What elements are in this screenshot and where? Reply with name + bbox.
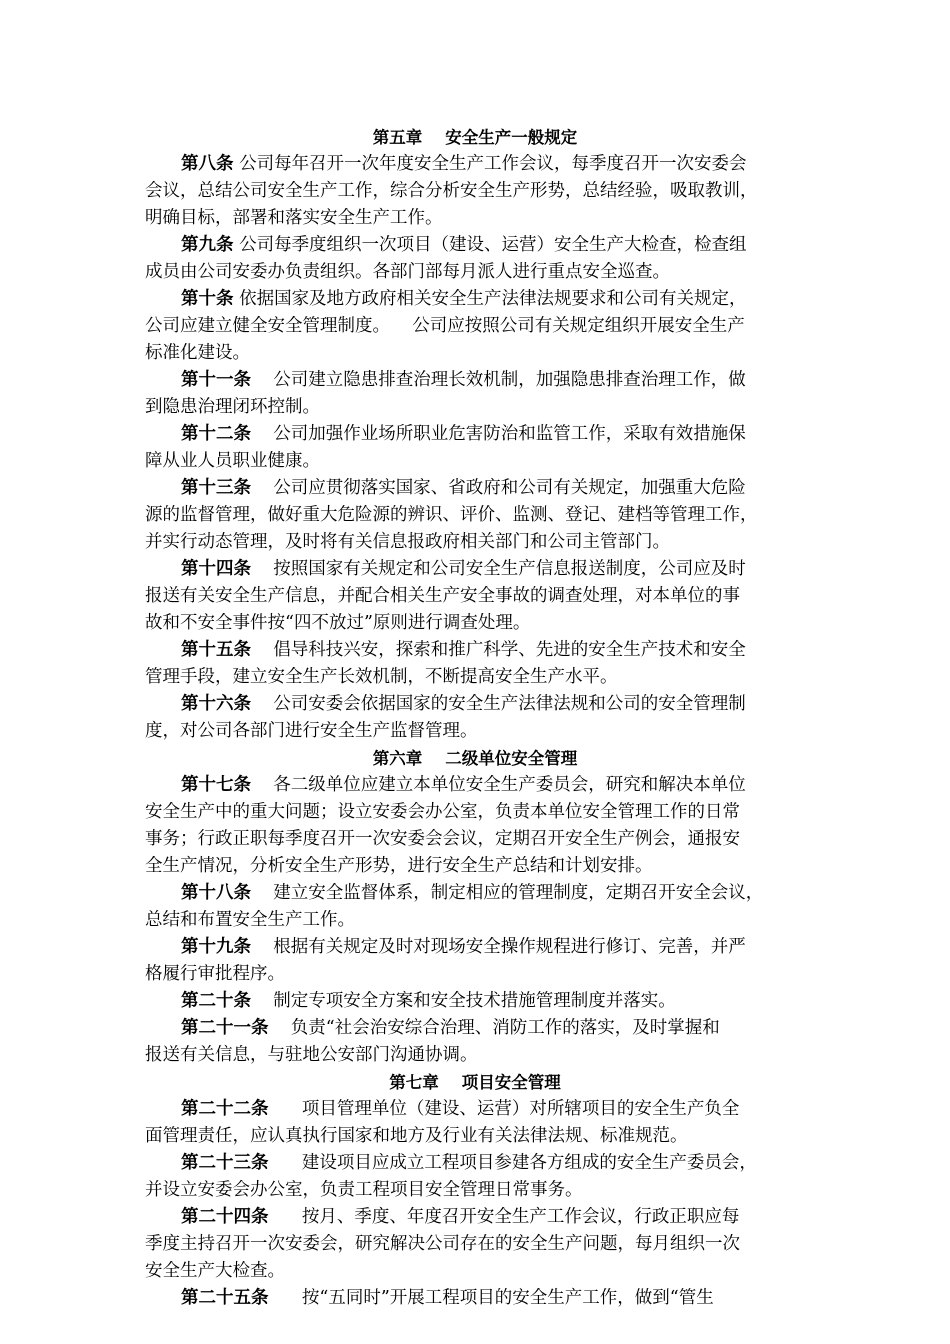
article-text: 会议，总结公司安全生产工作，综合分析安全生产形势，总结经验，吸取教训， <box>145 181 758 201</box>
article-text: 报送有关信息，与驻地公安部门沟通协调。 <box>145 1045 478 1065</box>
article-text: 公司每年召开一次年度安全生产工作会议，每季度召开一次安委会 <box>233 154 747 174</box>
article-text: 季度主持召开一次安委会，研究解决公司存在的安全生产问题，每月组织一次 <box>145 1234 740 1254</box>
article-line <box>145 826 805 853</box>
article-text: 建设项目应成立工程项目参建各方组成的安全生产委员会， <box>268 1153 757 1173</box>
article-number: 第十四条 <box>181 559 251 579</box>
article-line <box>145 1123 805 1150</box>
article-text: 负责“社会治安综合治理、消防工作的落实，及时掌握和 <box>268 1018 720 1038</box>
article-text: 报送有关安全生产信息，并配合相关生产安全事故的调查处理，对本单位的事 <box>145 586 740 606</box>
article-paragraph <box>145 1285 805 1312</box>
article-text: 度，对公司各部门进行安全生产监督管理。 <box>145 721 478 741</box>
article-paragraph <box>145 934 805 988</box>
article-line <box>145 664 805 691</box>
article-number: 第十五条 <box>181 640 251 660</box>
article-line <box>145 1258 805 1285</box>
article-text: 到隐患治理闭环控制。 <box>145 397 320 417</box>
article-number: 第九条 <box>181 235 234 255</box>
article-number: 第二十三条 <box>181 1153 269 1173</box>
article-text: 面管理责任，应认真执行国家和地方及行业有关法律法规、标准规范。 <box>145 1126 688 1146</box>
article-line <box>145 853 805 880</box>
article-text: 按照国家有关规定和公司安全生产信息报送制度，公司应及时 <box>251 559 746 579</box>
article-paragraph <box>145 232 805 286</box>
article-line <box>145 340 805 367</box>
article-paragraph <box>145 1096 805 1150</box>
article-line <box>145 961 805 988</box>
article-number: 第十三条 <box>181 478 251 498</box>
article-text: 公司每季度组织一次项目（建设、运营）安全生产大检查，检查组 <box>233 235 747 255</box>
article-line <box>145 259 805 286</box>
article-line <box>145 502 805 529</box>
article-paragraph <box>145 1150 805 1204</box>
article-text: 并设立安委会办公室，负责工程项目安全管理日常事务。 <box>145 1180 583 1200</box>
article-line <box>145 880 805 907</box>
article-paragraph <box>145 421 805 475</box>
article-line <box>145 1150 805 1177</box>
article-line <box>145 529 805 556</box>
chapter-heading: 第七章 项目安全管理 <box>389 1073 561 1092</box>
article-number: 第十六条 <box>181 694 251 714</box>
article-line <box>145 205 805 232</box>
article-paragraph <box>145 880 805 934</box>
article-number: 第十一条 <box>181 370 251 390</box>
article-paragraph <box>145 556 805 637</box>
article-text: 安全生产中的重大问题；设立安委会办公室，负责本单位安全管理工作的日常 <box>145 802 740 822</box>
article-text: 格履行审批程序。 <box>145 964 285 984</box>
article-line <box>145 637 805 664</box>
article-line <box>145 1015 805 1042</box>
article-text: 事务；行政正职每季度召开一次安委会会议，定期召开安全生产例会，通报安 <box>145 829 740 849</box>
article-line <box>145 1177 805 1204</box>
article-text: 管理手段，建立安全生产长效机制，不断提高安全生产水平。 <box>145 667 618 687</box>
article-line <box>145 1042 805 1069</box>
article-text: 公司安委会依据国家的安全生产法律法规和公司的安全管理制 <box>251 694 746 714</box>
article-line <box>145 718 805 745</box>
article-text: 公司应建立健全安全管理制度。 公司应按照公司有关规定组织开展安全生产 <box>145 316 745 336</box>
article-line <box>145 1204 805 1231</box>
article-line <box>145 610 805 637</box>
article-line <box>145 448 805 475</box>
article-text: 建立安全监督体系，制定相应的管理制度，定期召开安全会议， <box>251 883 764 903</box>
article-text: 全生产情况，分析安全生产形势，进行安全生产总结和计划安排。 <box>145 856 653 876</box>
article-number: 第十八条 <box>181 883 251 903</box>
article-line <box>145 313 805 340</box>
article-line <box>145 394 805 421</box>
article-line <box>145 934 805 961</box>
article-line <box>145 772 805 799</box>
article-line <box>145 232 805 259</box>
article-line <box>145 421 805 448</box>
article-text: 标准化建设。 <box>145 343 250 363</box>
document-page <box>145 124 805 1312</box>
article-line <box>145 907 805 934</box>
article-text: 障从业人员职业健康。 <box>145 451 320 471</box>
article-number: 第十七条 <box>181 775 251 795</box>
article-line <box>145 286 805 313</box>
article-line <box>145 178 805 205</box>
article-text: 各二级单位应建立本单位安全生产委员会，研究和解决本单位 <box>251 775 746 795</box>
article-number: 第十条 <box>181 289 234 309</box>
article-text: 根据有关规定及时对现场安全操作规程进行修订、完善，并严 <box>251 937 746 957</box>
article-number: 第二十五条 <box>181 1288 269 1308</box>
article-number: 第二十二条 <box>181 1099 269 1119</box>
article-text: 项目管理单位（建设、运营）对所辖项目的安全生产负全 <box>268 1099 740 1119</box>
article-line <box>145 988 805 1015</box>
article-number: 第二十条 <box>181 991 251 1011</box>
article-text: 倡导科技兴安，探索和推广科学、先进的安全生产技术和安全 <box>251 640 746 660</box>
article-line <box>145 475 805 502</box>
article-text: 总结和布置安全生产工作。 <box>145 910 355 930</box>
article-text: 按月、季度、年度召开安全生产工作会议，行政正职应每 <box>268 1207 740 1227</box>
article-line <box>145 691 805 718</box>
article-line <box>145 1231 805 1258</box>
article-number: 第十九条 <box>181 937 251 957</box>
article-paragraph <box>145 151 805 232</box>
article-paragraph <box>145 988 805 1015</box>
article-paragraph <box>145 1015 805 1069</box>
chapter-heading: 第五章 安全生产一般规定 <box>372 128 578 147</box>
article-text: 按“五同时”开展工程项目的安全生产工作，做到“管生 <box>268 1288 714 1308</box>
article-paragraph <box>145 637 805 691</box>
article-text: 公司建立隐患排查治理长效机制，加强隐患排查治理工作，做 <box>251 370 746 390</box>
article-text: 公司加强作业场所职业危害防治和监管工作，采取有效措施保 <box>251 424 746 444</box>
article-paragraph <box>145 691 805 745</box>
article-number: 第二十四条 <box>181 1207 269 1227</box>
article-paragraph <box>145 367 805 421</box>
article-line <box>145 367 805 394</box>
chapter-heading: 第六章 二级单位安全管理 <box>372 749 578 768</box>
article-line <box>145 1285 805 1312</box>
article-text: 安全生产大检查。 <box>145 1261 285 1281</box>
article-number: 第二十一条 <box>181 1018 269 1038</box>
article-text: 制定专项安全方案和安全技术措施管理制度并落实。 <box>251 991 676 1011</box>
article-text: 公司应贯彻落实国家、省政府和公司有关规定，加强重大危险 <box>251 478 746 498</box>
article-text: 依据国家及地方政府相关安全生产法律法规要求和公司有关规定， <box>233 289 747 309</box>
article-text: 成员由公司安委办负责组织。各部门部每月派人进行重点安全巡查。 <box>145 262 670 282</box>
article-line <box>145 556 805 583</box>
article-text: 并实行动态管理，及时将有关信息报政府相关部门和公司主管部门。 <box>145 532 670 552</box>
article-text: 故和不安全事件按“四不放过”原则进行调查处理。 <box>145 613 531 633</box>
article-text: 源的监督管理，做好重大危险源的辨识、评价、监测、登记、建档等管理工作， <box>145 505 758 525</box>
article-text: 明确目标，部署和落实安全生产工作。 <box>145 208 443 228</box>
article-number: 第十二条 <box>181 424 251 444</box>
article-paragraph <box>145 772 805 880</box>
article-paragraph <box>145 475 805 556</box>
article-number: 第八条 <box>181 154 234 174</box>
article-line <box>145 799 805 826</box>
article-line <box>145 151 805 178</box>
article-paragraph <box>145 1204 805 1285</box>
article-paragraph <box>145 286 805 367</box>
article-line <box>145 1096 805 1123</box>
article-line <box>145 583 805 610</box>
